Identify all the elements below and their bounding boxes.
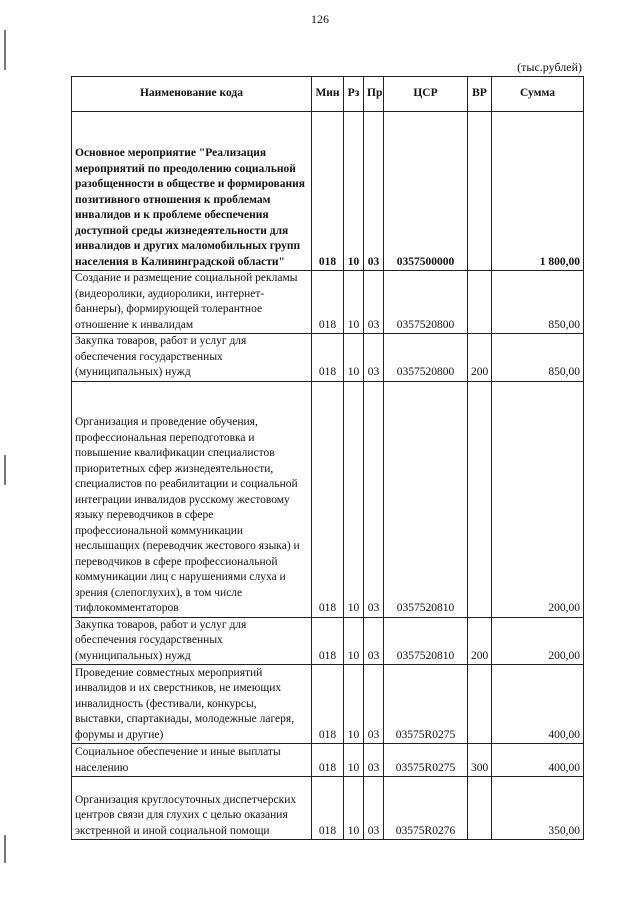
row-sum: 400,00 — [492, 744, 584, 777]
row-vr: 300 — [468, 744, 492, 777]
row-csr: 0357520800 — [384, 271, 468, 334]
row-pr: 03 — [364, 777, 384, 840]
row-rz: 10 — [344, 744, 364, 777]
row-min: 018 — [312, 665, 344, 744]
row-rz: 10 — [344, 777, 364, 840]
row-name: Организация круглосуточных диспетчерских центров связи для глухих с целью оказания экстренной и иной социальной помощи — [72, 777, 312, 840]
row-csr: 03575R0276 — [384, 777, 468, 840]
table-row — [72, 271, 584, 334]
scan-margin-mark — [4, 455, 6, 485]
row-vr — [468, 381, 492, 617]
row-sum: 200,00 — [492, 617, 584, 665]
row-min: 018 — [312, 777, 344, 840]
header-name: Наименование кода — [72, 77, 312, 112]
budget-table — [71, 76, 584, 840]
table-row — [72, 744, 584, 777]
header-rz: Рз — [344, 77, 364, 112]
header-sum: Сумма — [492, 77, 584, 112]
row-csr: 0357520800 — [384, 334, 468, 382]
row-name: Организация и проведение обучения, профессиональная переподготовка и повышение квалификации специалистов приоритетных сфер жизнедеятельности, специалистов по реабилитации и социальной интеграции инвалидов русскому жестовому языку переводчиков в сфере профессиональной коммуникации неслышащих (переводчик жестового языка) и переводчиков в сфере профессиональной коммуникации лиц с нарушениями слуха и зрения (слепоглухих), в том числе тифлокомментаторов — [72, 381, 312, 617]
row-pr: 03 — [364, 271, 384, 334]
row-sum: 850,00 — [492, 271, 584, 334]
table-row — [72, 777, 584, 840]
row-rz: 10 — [344, 271, 364, 334]
table-row — [72, 665, 584, 744]
row-vr — [468, 665, 492, 744]
row-pr: 03 — [364, 112, 384, 271]
row-csr: 0357520810 — [384, 617, 468, 665]
row-min: 018 — [312, 617, 344, 665]
row-rz: 10 — [344, 617, 364, 665]
row-vr: 200 — [468, 617, 492, 665]
header-min: Мин — [312, 77, 344, 112]
row-csr: 0357520810 — [384, 381, 468, 617]
row-sum: 350,00 — [492, 777, 584, 840]
header-pr: Пр — [364, 77, 384, 112]
row-csr: 03575R0275 — [384, 744, 468, 777]
table-row — [72, 334, 584, 382]
row-csr: 0357500000 — [384, 112, 468, 271]
row-vr — [468, 777, 492, 840]
row-sum: 1 800,00 — [492, 112, 584, 271]
row-pr: 03 — [364, 744, 384, 777]
row-name: Создание и размещение социальной рекламы (видеоролики, аудиоролики, интернет-баннеры), формирующей толерантное отношение к инвалидам — [72, 271, 312, 334]
row-pr: 03 — [364, 334, 384, 382]
header-vr: ВР — [468, 77, 492, 112]
scan-margin-mark — [4, 835, 6, 863]
row-pr: 03 — [364, 381, 384, 617]
row-min: 018 — [312, 112, 344, 271]
row-name: Социальное обеспечение и иные выплаты населению — [72, 744, 312, 777]
row-name: Проведение совместных мероприятий инвалидов и их сверстников, не имеющих инвалидность (фестивали, конкурсы, выставки, спартакиады, молодежные лагеря, форумы и другие) — [72, 665, 312, 744]
table-row — [72, 617, 584, 665]
row-pr: 03 — [364, 617, 384, 665]
row-name: Закупка товаров, работ и услуг для обеспечения государственных (муниципальных) нужд — [72, 617, 312, 665]
row-sum: 200,00 — [492, 381, 584, 617]
row-min: 018 — [312, 381, 344, 617]
row-vr — [468, 271, 492, 334]
row-name: Закупка товаров, работ и услуг для обеспечения государственных (муниципальных) нужд — [72, 334, 312, 382]
row-rz: 10 — [344, 665, 364, 744]
header-row — [72, 77, 584, 112]
row-min: 018 — [312, 271, 344, 334]
row-sum: 850,00 — [492, 334, 584, 382]
table-row — [72, 381, 584, 617]
units-label: (тыс.рублей) — [517, 60, 582, 74]
row-rz: 10 — [344, 112, 364, 271]
row-sum: 400,00 — [492, 665, 584, 744]
row-vr — [468, 112, 492, 271]
row-min: 018 — [312, 334, 344, 382]
row-min: 018 — [312, 744, 344, 777]
page-number: 126 — [311, 12, 329, 26]
scan-margin-mark — [4, 30, 6, 70]
row-rz: 10 — [344, 381, 364, 617]
row-rz: 10 — [344, 334, 364, 382]
row-vr: 200 — [468, 334, 492, 382]
header-csr: ЦСР — [384, 77, 468, 112]
row-csr: 03575R0275 — [384, 665, 468, 744]
table-row — [72, 112, 584, 271]
row-pr: 03 — [364, 665, 384, 744]
row-name: Основное мероприятие "Реализация мероприятий по преодолению социальной разобщенности в обществе и формирования позитивного отношения к проблемам инвалидов и к проблеме обеспечения доступной среды жизнедеятельности для инвалидов и других маломобильных групп населения в Калининградской области" — [72, 112, 312, 271]
